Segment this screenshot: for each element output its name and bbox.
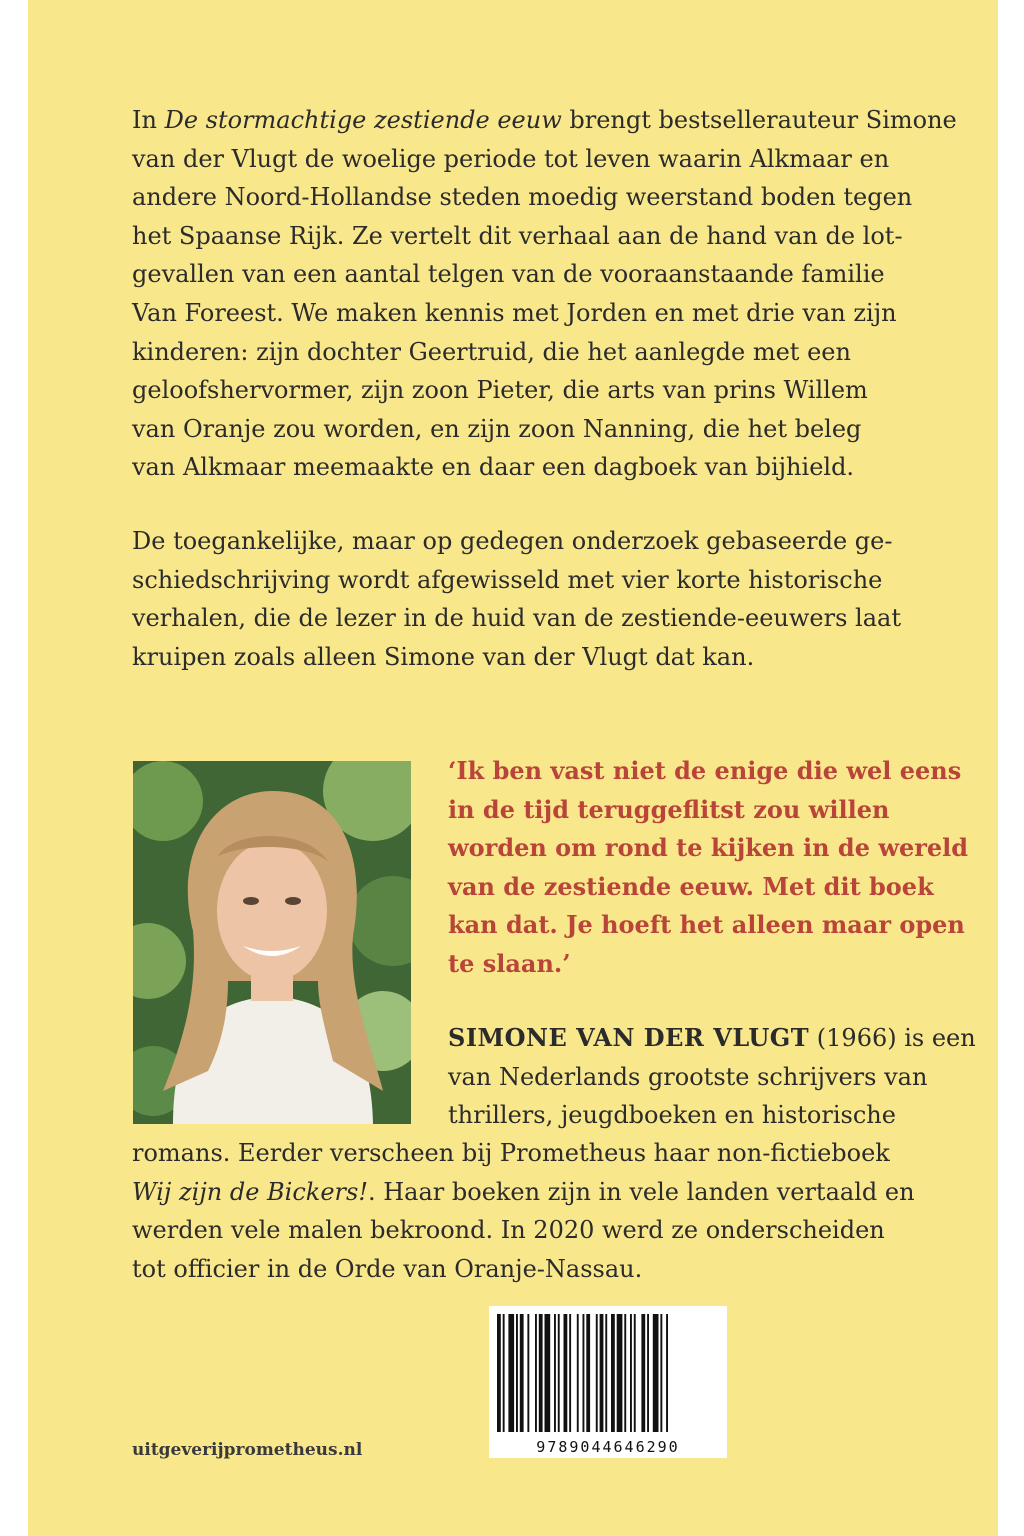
intro-line: van der Vlugt de woelige periode tot leven waarin Alkmaar en <box>132 144 890 173</box>
bio-line: thrillers, jeugdboeken en historische <box>448 1101 896 1130</box>
intro-line: geloofshervormer, zijn zoon Pieter, die arts van prins Willem <box>132 376 868 405</box>
author-bio-bottom <box>132 1134 922 1288</box>
barcode-bars <box>497 1314 719 1432</box>
intro-line: andere Noord-Hollandse steden moedig weerstand boden tegen <box>132 183 913 212</box>
second-line: kruipen zoals alleen Simone van der Vlugt dat kan. <box>132 642 755 671</box>
intro-line: van Alkmaar meemaakte en daar een dagboek van bijhield. <box>132 453 855 482</box>
quote-line: kan dat. Je hoeft het alleen maar open <box>448 910 965 940</box>
author-photo <box>133 761 411 1124</box>
book-title: De stormachtige zestiende eeuw <box>164 106 562 134</box>
intro-line: gevallen van een aantal telgen van de vooraanstaande familie <box>132 260 885 289</box>
barcode <box>489 1306 727 1458</box>
book-back-cover <box>28 0 998 1536</box>
bio-line: Wij zijn de Bickers!. Haar boeken zijn in vele landen vertaald en <box>132 1177 915 1206</box>
intro-paragraph <box>132 101 957 487</box>
publisher-website: uitgeverijprometheus.nl <box>132 1440 363 1460</box>
second-line: De toegankelijke, maar op gedegen onderzoek gebaseerde ge- <box>132 527 893 555</box>
bio-line: van Nederlands grootste schrijvers van <box>448 1062 928 1091</box>
quote-line: worden om rond te kijken in de wereld <box>448 833 969 863</box>
intro-line: het Spaanse Rijk. Ze vertelt dit verhaal aan de hand van de lot- <box>132 221 903 250</box>
other-book-title: Wij zijn de Bickers! <box>132 1177 368 1206</box>
bio-line: SIMONE VAN DER VLUGT (1966) is een <box>448 1023 976 1052</box>
second-paragraph <box>132 522 922 676</box>
author-quote <box>448 752 969 984</box>
intro-line: van Oranje zou worden, en zijn zoon Nanning, die het beleg <box>132 414 862 443</box>
intro-line: kinderen: zijn dochter Geertruid, die het aanlegde met een <box>132 337 851 366</box>
bio-line: romans. Eerder verscheen bij Prometheus haar non-fictieboek <box>132 1139 890 1167</box>
quote-line: van de zestiende eeuw. Met dit boek <box>448 871 934 901</box>
quote-line: te slaan.’ <box>448 948 571 978</box>
second-line: verhalen, die de lezer in de huid van de zestiende-eeuwers laat <box>132 604 901 633</box>
bio-line: werden vele malen bekroond. In 2020 werd ze onderscheiden <box>132 1216 885 1245</box>
second-line: schiedschrijving wordt afgewisseld met vier korte historische <box>132 565 883 594</box>
bio-line: tot officier in de Orde van Oranje-Nassau. <box>132 1254 643 1283</box>
isbn-number: 9789044646290 <box>536 1438 680 1456</box>
author-name: SIMONE VAN DER VLUGT <box>448 1023 810 1052</box>
quote-line: ‘Ik ben vast niet de enige die wel eens <box>448 756 962 785</box>
intro-line: Van Foreest. We maken kennis met Jorden en met drie van zijn <box>132 298 897 327</box>
author-bio-top <box>448 1019 976 1135</box>
author-portrait-illustration <box>133 761 411 1124</box>
quote-line: in de tijd teruggeflitst zou willen <box>448 794 890 824</box>
intro-line: In De stormachtige zestiende eeuw brengt bestsellerauteur Simone <box>132 106 957 134</box>
